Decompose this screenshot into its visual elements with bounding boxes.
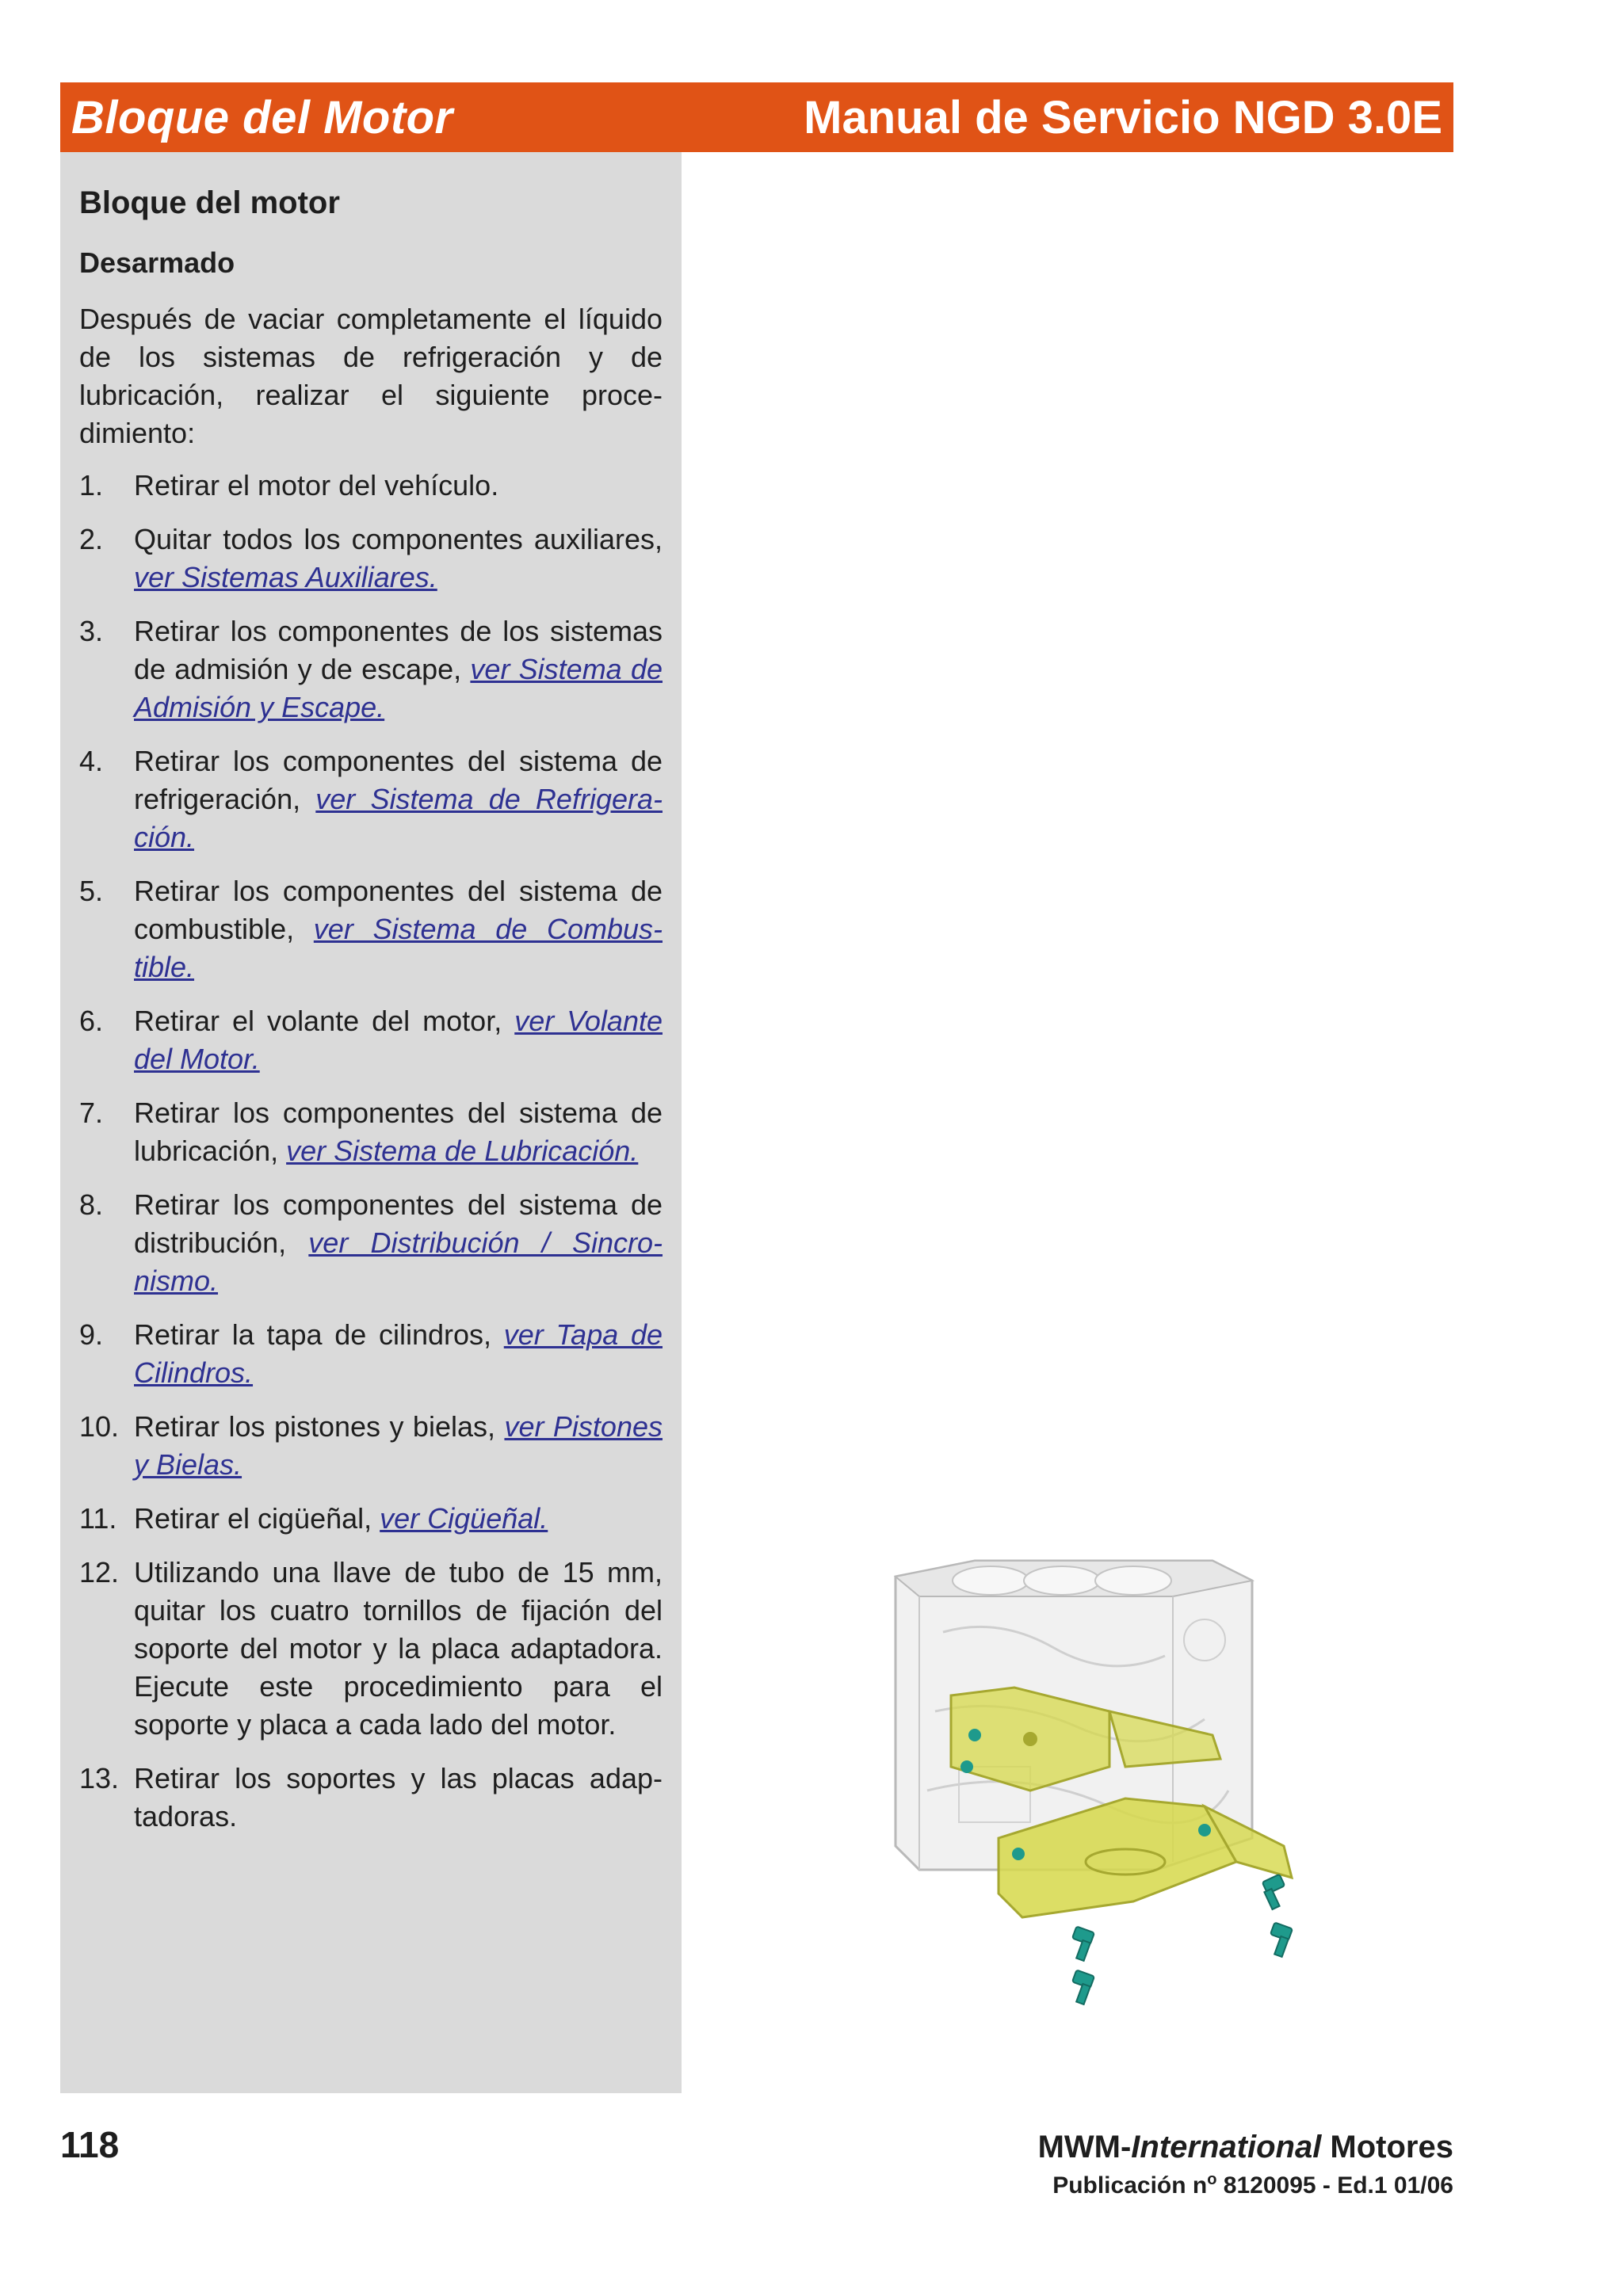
step-reference-link[interactable]: ver Sistema de Refrigera-ción. — [134, 783, 663, 854]
step-item — [79, 521, 663, 597]
step-reference-link[interactable]: ver Sistema de Admisión y Escape. — [134, 653, 663, 724]
publication-info — [1052, 2171, 1453, 2199]
publication-sup: o — [1207, 2171, 1217, 2188]
step-number: 6. — [79, 1005, 104, 1038]
manual-title: Manual de Servicio NGD 3.0E — [804, 92, 1442, 143]
text-column — [79, 184, 663, 1852]
step-item — [79, 612, 663, 727]
step-reference-link[interactable]: ver Volante del Motor. — [134, 1005, 663, 1076]
step-text: Retirar los pistones y bielas, — [134, 1410, 505, 1444]
brand-italic: International — [1131, 2130, 1322, 2164]
step-text: Retirar los componentes del sistema de distribución, — [134, 1188, 663, 1260]
step-item — [79, 1760, 663, 1836]
step-number: 3. — [79, 615, 104, 648]
step-text: Retirar el motor del vehículo. — [134, 469, 499, 502]
publication-suffix: 8120095 - Ed.1 01/06 — [1216, 2172, 1453, 2199]
step-number: 2. — [79, 523, 104, 556]
step-item — [79, 872, 663, 986]
step-reference-link[interactable]: ver Sistemas Auxiliares. — [134, 561, 437, 594]
step-text: Quitar todos los componentes auxiliares, — [134, 523, 663, 556]
step-reference-link[interactable]: ver Pistones y Bielas. — [134, 1410, 663, 1482]
header-bar — [60, 82, 1453, 152]
step-item — [79, 742, 663, 856]
step-reference-link[interactable]: ver Sistema de Combus-tible. — [134, 913, 663, 984]
step-text: Retirar el cigüeñal, — [134, 1502, 380, 1535]
step-item — [79, 1002, 663, 1078]
step-text: Retirar el volante del motor, — [134, 1005, 515, 1038]
section-title: Bloque del motor — [79, 185, 340, 220]
brand-name — [1038, 2130, 1453, 2165]
step-item — [79, 1500, 663, 1538]
step-number: 1. — [79, 469, 104, 502]
steps-list — [79, 467, 663, 1836]
step-number: 12. — [79, 1556, 120, 1589]
step-text: Retirar los componentes del sistema de combustible, — [134, 875, 663, 946]
step-item — [79, 467, 663, 505]
step-number: 7. — [79, 1097, 104, 1130]
brand-suffix: Motores — [1321, 2130, 1453, 2164]
step-number: 13. — [79, 1762, 120, 1795]
step-number: 4. — [79, 745, 104, 778]
step-text: Retirar los soportes y las placas adap-tadoras. — [134, 1762, 663, 1833]
step-item — [79, 1186, 663, 1300]
step-item — [79, 1094, 663, 1170]
sub-title: Desarmado — [79, 246, 235, 279]
step-number: 5. — [79, 875, 104, 908]
step-number: 9. — [79, 1318, 104, 1352]
step-item — [79, 1316, 663, 1392]
step-text: Utilizando una llave de tubo de 15 mm, quitar los cuatro tornillos de fijación del soporte del motor y la placa adaptadora. Ejecute este procedimiento para el soporte y placa a cada lado del motor. — [134, 1556, 663, 1741]
step-text: Retirar los componentes de los sistemas de admisión y de escape, — [134, 615, 663, 686]
section-heading: Bloque del Motor — [71, 92, 453, 143]
step-reference-link[interactable]: ver Sistema de Lubricación. — [286, 1135, 639, 1168]
step-number: 10. — [79, 1410, 120, 1444]
page-number: 118 — [60, 2124, 120, 2165]
step-text: Retirar la tapa de cilindros, — [134, 1318, 504, 1352]
step-text: Retirar los componentes del sistema de lubricación, — [134, 1097, 663, 1168]
step-number: 8. — [79, 1188, 104, 1222]
publication-prefix: Publicación n — [1052, 2172, 1208, 2199]
step-reference-link[interactable]: ver Tapa de Cilindros. — [134, 1318, 663, 1390]
brand-prefix: MWM- — [1037, 2130, 1132, 2164]
step-reference-link[interactable]: ver Cigüeñal. — [380, 1502, 548, 1535]
intro-paragraph: Después de vaciar completamente el líquido de los sistemas de refrigeración y de lubricación, realizar el siguiente proce-dimiento: — [79, 303, 663, 450]
step-number: 11. — [79, 1502, 117, 1535]
step-reference-link[interactable]: ver Distribución / Sincro-nismo. — [134, 1226, 663, 1298]
step-text: Retirar los componentes del sistema de refrigeración, — [134, 745, 663, 816]
step-item — [79, 1408, 663, 1484]
step-item — [79, 1554, 663, 1744]
engine-block-illustration — [872, 1529, 1331, 2020]
